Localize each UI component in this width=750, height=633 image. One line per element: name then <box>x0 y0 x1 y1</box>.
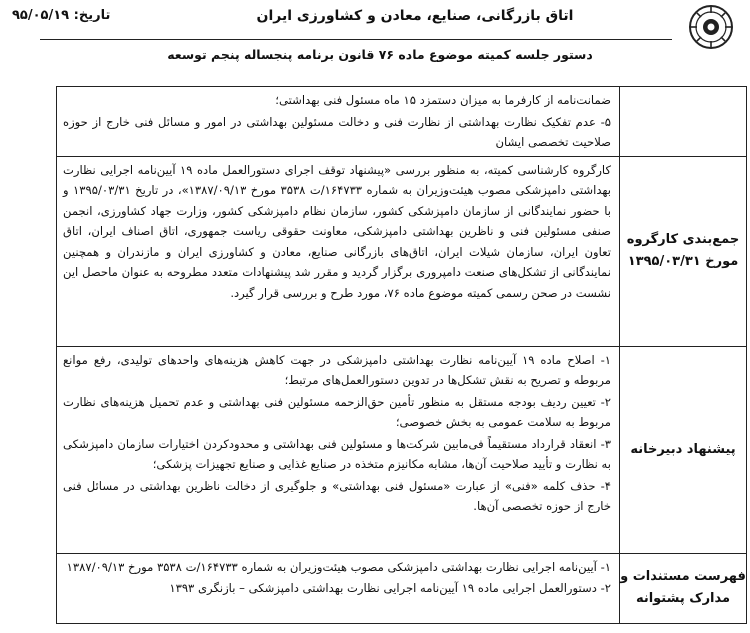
row-paragraph: ۲- تعیین ردیف بودجه مستقل به منظور تأمین حق‌الزحمه مسئولین فنی بهداشتی و عدم تحمیل هزینه‌های نظارت مربوط به سلامت عمومی به بخش خصوصی؛ <box>63 394 611 429</box>
agenda-table <box>56 86 747 624</box>
organization-emblem-icon <box>688 4 734 50</box>
agenda-title: دستور جلسه کمیته موضوع ماده ۷۶ قانون برنامه پنجساله پنجم توسعه <box>167 47 593 62</box>
row-paragraph: ۱- آیین‌نامه اجرایی نظارت بهداشتی دامپزشکی مصوب هیئت‌وزیران به شماره ۱۶۴۷۳۳/ت ۳۵۳۸ مورخ ۱۳۸۷/۰۹/۱۳ <box>66 559 611 574</box>
row-content <box>57 553 620 623</box>
row-paragraph: ۴- حذف کلمه «فنی» از عبارت «مسئول فنی بهداشتی» و جلوگیری از دخالت ناظرین بهداشتی در مسائل فنی خارج از حوزه تخصصی آن‌ها. <box>63 478 611 513</box>
table-row <box>57 553 747 623</box>
row-content <box>57 87 620 157</box>
table-row <box>57 346 747 553</box>
row-paragraph: ۳- انعقاد قرارداد مستقیماً فی‌مابین شرکت‌ها و مسئولین فنی بهداشتی و محدودکردن اختیارات سازمان دامپزشکی به نظارت و تأیید صلاحیت آن‌ها، مشابه مکانیزم متخذه در صنایع غذایی و صنایع تجهیزات پزشکی؛ <box>63 436 611 471</box>
row-label: پیشنهاد دبیرخانه <box>620 346 747 553</box>
date-value: ۹۵/۰۵/۱۹ <box>12 8 70 23</box>
row-paragraph: ۱- اصلاح ماده ۱۹ آیین‌نامه نظارت بهداشتی دامپزشکی در جهت کاهش هزینه‌های واحدهای تولیدی، رفع موانع مربوطه و تصریح به نقش تشکل‌ها در تدوین دستورالعمل‌های مرتبط؛ <box>63 352 612 387</box>
table-row <box>57 87 747 157</box>
organization-title: اتاق بازرگانی، صنایع، معادن و کشاورزی ایران <box>256 8 574 24</box>
header-divider <box>40 39 672 40</box>
row-label: فهرست مستندات و مدارک پشتوانه <box>620 553 747 623</box>
document-date <box>12 8 110 23</box>
row-label: جمع‌بندی کارگروه مورخ ۱۳۹۵/۰۳/۳۱ <box>620 156 747 346</box>
row-paragraph: کارگروه کارشناسی کمیته، به منظور بررسی «پیشنهاد توقف اجرای دستورالعمل ماده ۱۹ آیین‌نامه اجرایی نظارت بهداشتی دامپزشکی مصوب هیئت‌وزیران به شماره ۱۶۴۷۳۳/ت ۳۵۳۸ مورخ ۱۳۸۷/۰۹/۱۳»، در تاریخ ۱۳۹۵/۰۳/۳۱ و با حضور نمایندگانی از سازمان دامپزشکی کشور، سازمان نظام دامپزشکی کشور، وزارت جهاد کشاورزی، انجمن صنفی مسئولین فنی و ناظرین بهداشتی دامپزشکی، معاونت حقوقی ریاست جمهوری، اتاق اصناف ایران، اتاق تعاون ایران، سازمان شیلات ایران، اتاق‌های بازرگانی صنایع، معادن و کشاورزی ایران و مازندران و همچنین نمایندگانی از تشکل‌های صنعت دامپروری برگزار گردید و مقرر شد پیشنهادات متعدد مطروحه به عنوان ماحصل این نشست در صحن رسمی کمیته موضوع ماده ۷۶، مورد طرح و بررسی قرار گیرد. <box>63 162 611 300</box>
row-content <box>57 346 620 553</box>
row-paragraph: ضمانت‌نامه از کارفرما به میزان دستمزد ۱۵ ماه مسئول فنی بهداشتی؛ <box>275 93 611 107</box>
row-label <box>620 87 747 157</box>
document-header <box>0 0 750 76</box>
date-label: تاریخ: <box>73 8 111 23</box>
row-content <box>57 156 620 346</box>
row-paragraph: ۲- دستورالعمل اجرایی ماده ۱۹ آیین‌نامه اجرایی نظارت بهداشتی دامپزشکی – بازنگری ۱۳۹۳ <box>169 581 611 595</box>
table-row <box>57 156 747 346</box>
row-paragraph: ۵- عدم تفکیک نظارت بهداشتی از نظارت فنی و دخالت مسئولین بهداشتی در امور و مسائل فنی خارج از حوزه صلاحیت تخصصی ایشان <box>63 114 611 149</box>
